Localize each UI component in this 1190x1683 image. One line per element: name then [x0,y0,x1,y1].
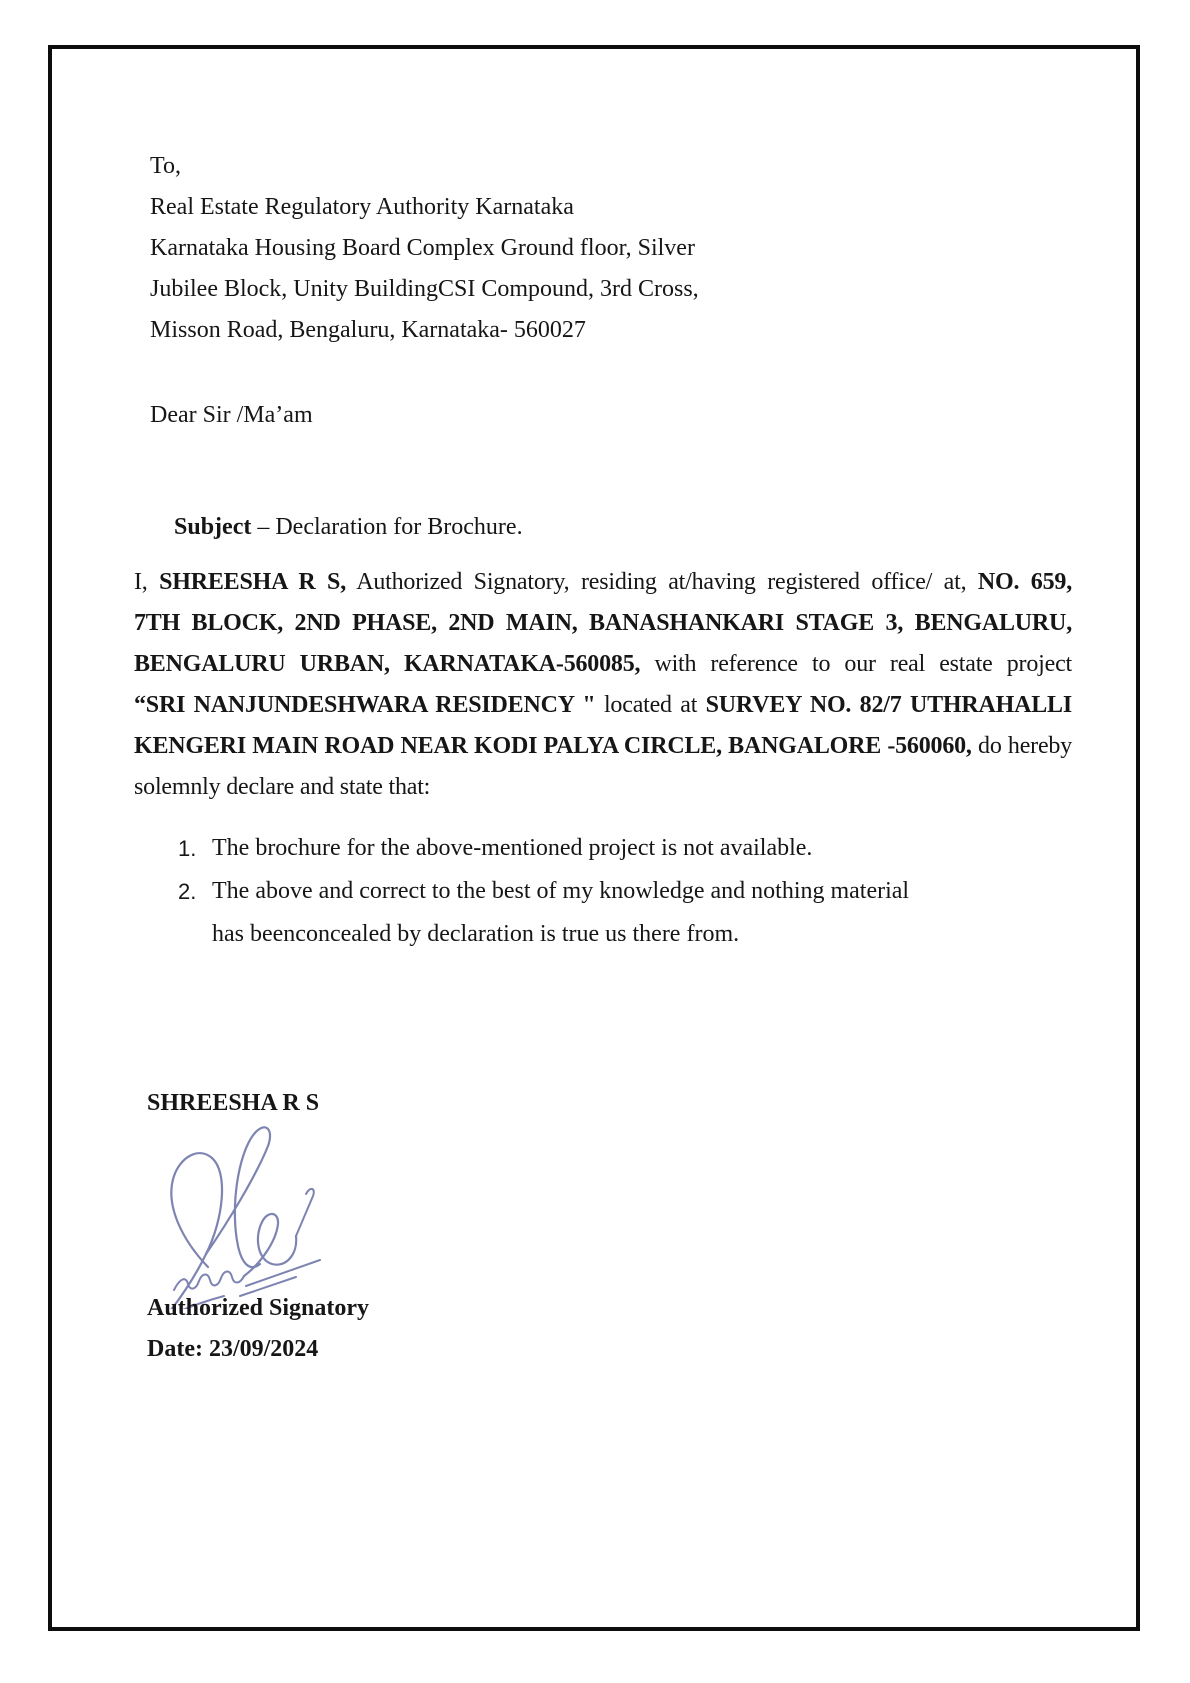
declaration-paragraph [134,562,1072,808]
paragraph-segment: KENGERI MAIN ROAD NEAR KODI PALYA CIRCLE, BANGALORE -560060, [134,733,972,759]
paragraph-segment: located at [603,692,706,718]
paragraph-segment: solemnly declare and state that: [134,774,431,800]
paragraph-segment: Authorized Signatory, residing at/having registered office/ at, [346,569,978,595]
recipient-address-block [150,146,699,351]
signature-stroke [206,1127,270,1267]
declaration-text [212,870,909,956]
signature-image [150,1114,355,1309]
recipient-line: To, [150,153,181,179]
paragraph-segment: I, [134,569,160,595]
paragraph-line [134,644,1072,685]
paragraph-line [134,767,1072,808]
recipient-line: Karnataka Housing Board Complex Ground floor, Silver [150,235,695,261]
paragraph-segment: NO. 659, [977,569,1073,595]
paragraph-line [134,603,1072,644]
paragraph-line [134,562,1072,603]
paragraph-segment: SURVEY NO. 82/7 UTHRAHALLI [705,692,1072,718]
signatory-name: SHREESHA R S [147,1090,320,1116]
declaration-text-line: has beenconcealed by declaration is true us there from. [212,921,740,947]
paragraph-segment: with reference to our real estate project [640,651,1072,677]
date-label: Date: 23/09/2024 [147,1336,319,1362]
declaration-list [178,827,909,956]
paragraph-segment: “SRI NANJUNDESHWARA RESIDENCY " [134,692,604,718]
declaration-text-line: The brochure for the above-mentioned project is not available. [212,835,813,861]
declaration-item [178,870,909,956]
subject-line [150,485,523,569]
salutation: Dear Sir /Ma’am [150,402,313,428]
paragraph-line [134,726,1072,767]
signature-stroke [296,1189,314,1236]
recipient-line: Jubilee Block, Unity BuildingCSI Compound, 3rd Cross, [150,276,699,302]
declaration-number: 1. [178,836,197,861]
paragraph-segment: SHREESHA R S, [159,569,347,595]
paragraph-segment: do hereby [971,733,1072,759]
authorized-signatory-label: Authorized Signatory [147,1295,369,1321]
recipient-line: Misson Road, Bengaluru, Karnataka- 560027 [150,317,586,343]
paragraph-segment: BENGALURU URBAN, KARNATAKA-560085, [134,651,641,677]
paragraph-segment: 7TH BLOCK, 2ND PHASE, 2ND MAIN, BANASHANKARI STAGE 3, BENGALURU, [134,610,1072,636]
paragraph-line [134,685,1072,726]
declaration-text-line: The above and correct to the best of my knowledge and nothing material [212,878,910,904]
declaration-number: 2. [178,879,197,904]
subject-label: Subject [174,514,252,540]
declaration-item [178,827,909,870]
subject-text: – Declaration for Brochure. [251,514,523,540]
recipient-line: Real Estate Regulatory Authority Karnataka [150,194,574,220]
declaration-text [212,827,909,870]
signature-stroke [174,1271,244,1290]
